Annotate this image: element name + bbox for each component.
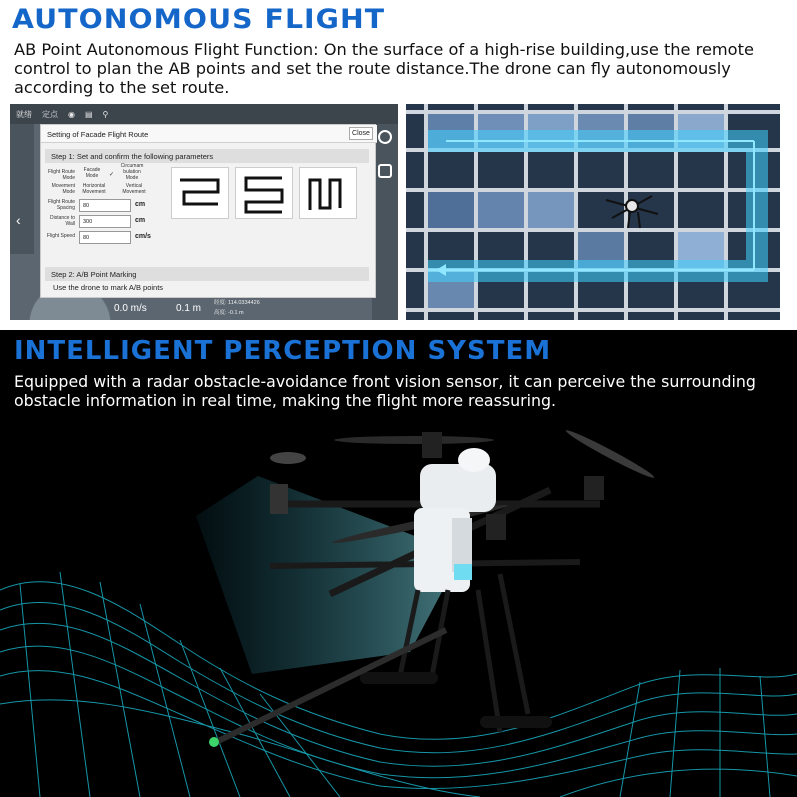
speed-label: Flight Speed — [46, 233, 75, 239]
drone-sensor-illustration — [0, 414, 797, 797]
autonomous-flight-intro: AB Point Autonomous Flight Function: On the surface of a high-rise building,use the remote control to plan the AB points and set the route distance.The drone can fly autonomously according to the set route. — [14, 40, 754, 97]
distance-label: Distance to Wall — [49, 215, 75, 227]
facade-mode-option[interactable]: Facade Mode — [83, 167, 101, 179]
close-button[interactable]: Close — [349, 127, 373, 140]
speed-input[interactable]: 80 — [79, 231, 131, 244]
route-preview-vertical[interactable] — [299, 167, 357, 219]
section-title-autonomous-flight: AUTONOMOUS FLIGHT — [12, 4, 386, 35]
speed-unit: cm/s — [135, 233, 151, 240]
coordinate-readout: 经度: 114.0334426 — [214, 300, 260, 306]
route-preview-horizontal-1[interactable] — [171, 167, 229, 219]
route-preview-horizontal-2[interactable] — [235, 167, 293, 219]
dialog-title: Setting of Facade Flight Route — [41, 125, 377, 143]
spacing-unit: cm — [135, 201, 146, 208]
spacing-label: Flight Route Spacing — [48, 199, 75, 211]
movement-mode-label: Movement Mode — [51, 183, 75, 195]
step2-header: Step 2: A/B Point Marking — [45, 267, 369, 281]
distance-input[interactable]: 300 — [79, 215, 131, 228]
speed-readout: 0.0 m/s — [114, 303, 147, 314]
vertical-movement-option[interactable]: Vertical Movement — [122, 183, 146, 195]
chevron-left-icon[interactable]: ‹ — [16, 212, 21, 228]
perception-description: Equipped with a radar obstacle-avoidance front vision sensor, it can perceive the surrounding obstacle information in real time, making the flight more reassuring. — [14, 372, 756, 410]
perception-section — [0, 330, 797, 797]
app-screenshot — [10, 104, 398, 320]
facade-route-dialog — [40, 124, 376, 298]
distance-unit: cm — [135, 217, 146, 224]
camera-icon[interactable] — [378, 164, 392, 178]
distance-readout: 0.1 m — [176, 303, 202, 314]
building-facade-photo — [406, 104, 780, 320]
settings-icon[interactable] — [378, 130, 392, 144]
app-status-bar: 就绪 定点 ◉ ▤ ⚲ — [10, 104, 398, 124]
spacing-input[interactable]: 80 — [79, 199, 131, 212]
flight-route-mode-label: Flight Route Mode — [48, 169, 75, 181]
autonomous-flight-section — [0, 0, 797, 330]
section-title-perception: INTELLIGENT PERCEPTION SYSTEM — [14, 336, 552, 366]
step2-instruction: Use the drone to mark A/B points — [53, 283, 164, 292]
horizontal-movement-option[interactable]: Horizontal Movement — [82, 183, 106, 195]
checkmark-icon: ✓ — [109, 172, 115, 178]
height-readout: 高度: -0.1 m — [214, 310, 244, 316]
step1-header: Step 1: Set and confirm the following parameters — [45, 149, 369, 163]
circumambulation-mode-option[interactable]: Circumam bulation Mode — [120, 163, 144, 181]
